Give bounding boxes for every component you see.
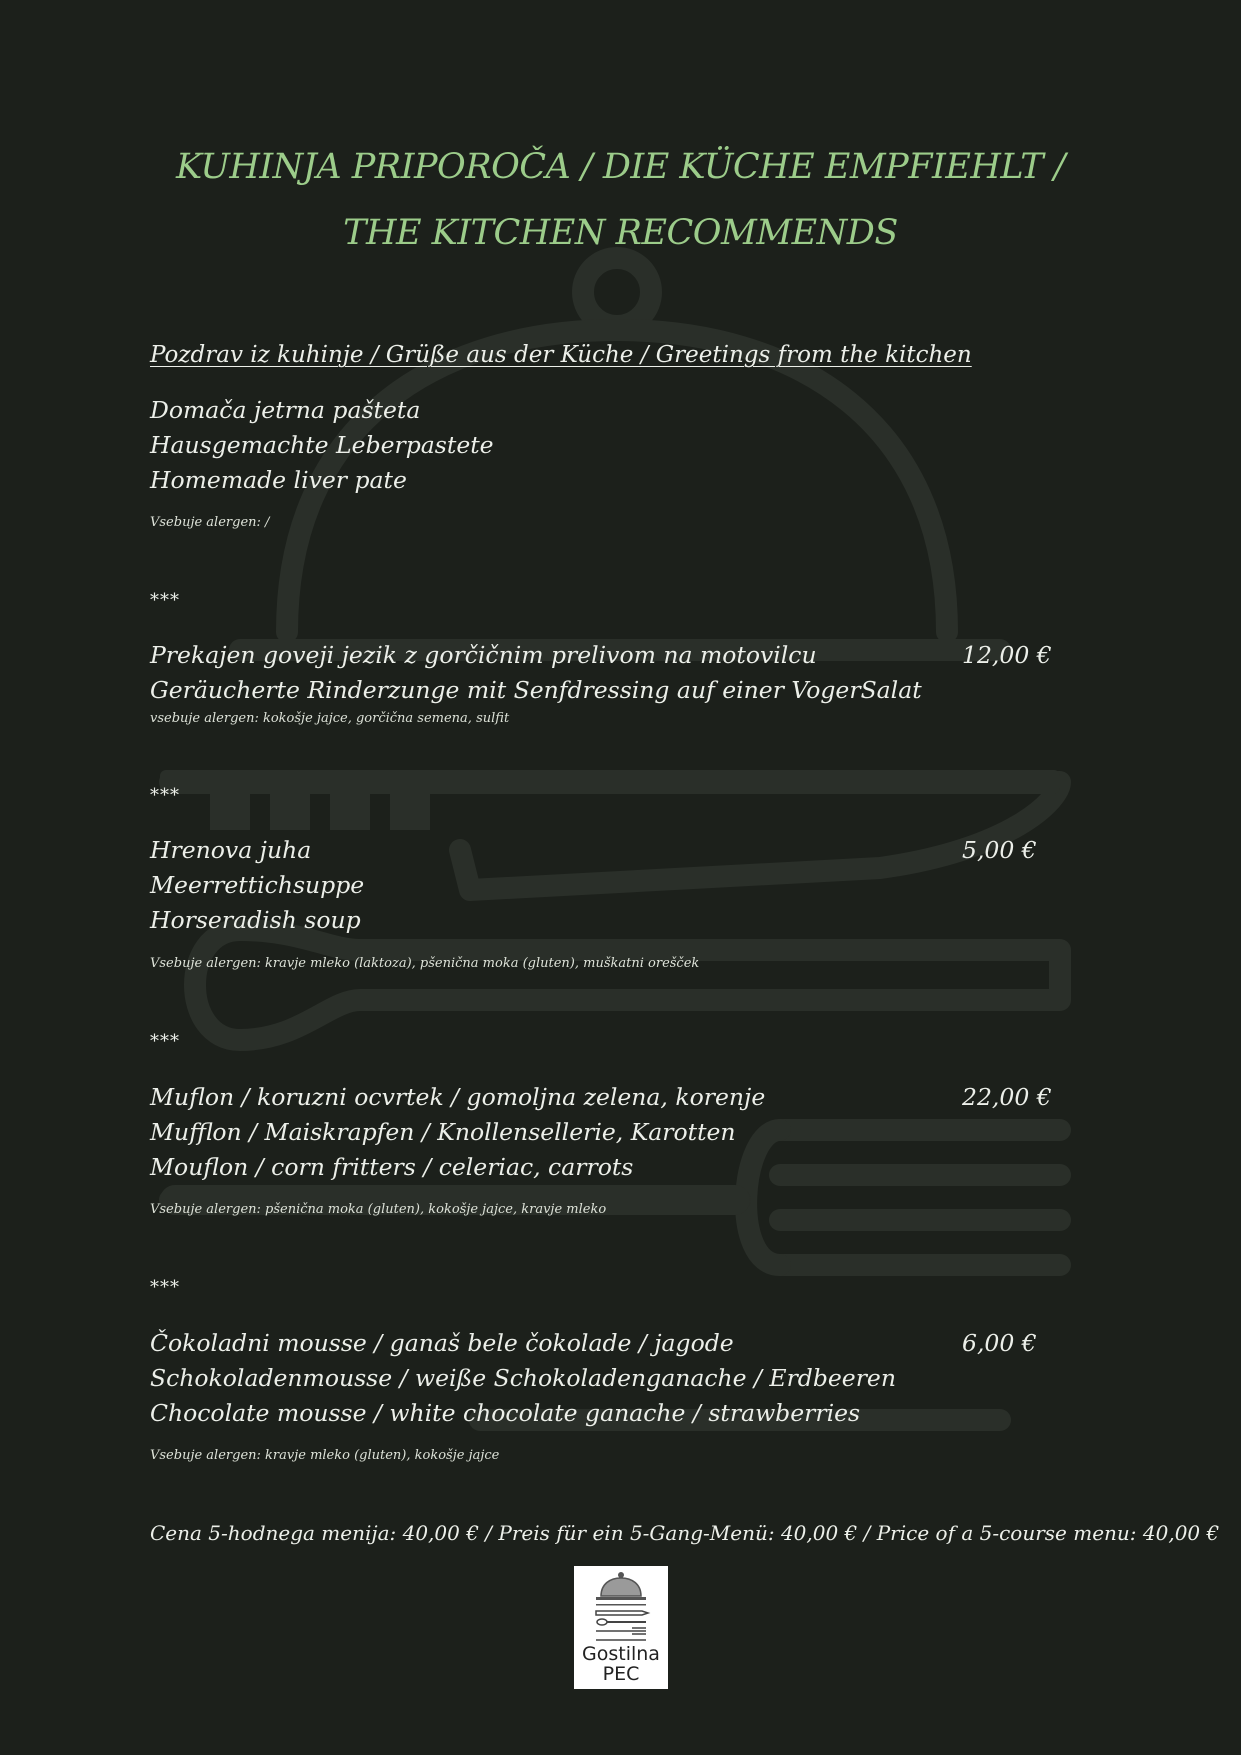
course-3-allergen: Vsebuje alergen: pšenična moka (gluten), kokošje jajce, kravje mleko (150, 1202, 607, 1217)
course-2-line: Horseradish soup (150, 906, 361, 934)
course-3-line: Mouflon / corn fritters / celeriac, carrots (150, 1153, 634, 1181)
course-2-allergen: Vsebuje alergen: kravje mleko (laktoza), pšenična moka (gluten), muškatni orešček (150, 956, 700, 971)
restaurant-logo (574, 1566, 668, 1689)
greeting-section (150, 342, 1110, 368)
course-1-allergen: vsebuje alergen: kokošje jajce, gorčična semena, sulfit (150, 711, 510, 726)
logo-name-line-1: Gostilna (582, 1643, 660, 1665)
course-separator: *** (150, 1277, 180, 1298)
course-2-line: Hrenova juha (150, 836, 312, 864)
course-1-line: Prekajen goveji jezik z gorčičnim prelivom na motovilcu (150, 641, 817, 669)
cloche-cutlery-icon (574, 1566, 668, 1644)
course-4-line: Čokoladni mousse / ganaš bele čokolade / jagode (150, 1329, 734, 1357)
page-title-line-2: THE KITCHEN RECOMMENDS (343, 213, 898, 253)
greeting-dish-line: Domača jetrna pašteta (150, 396, 421, 424)
course-4-line: Chocolate mousse / white chocolate ganache / strawberries (150, 1399, 861, 1427)
course-2-price: 5,00 € (962, 836, 1037, 864)
course-2-line: Meerrettichsuppe (150, 871, 365, 899)
course-3-line: Mufflon / Maiskrapfen / Knollensellerie, Karotten (150, 1118, 736, 1146)
greeting-dish-line: Homemade liver pate (150, 466, 407, 494)
page-title-line-1: KUHINJA PRIPOROČA / DIE KÜCHE EMPFIEHLT / (175, 147, 1066, 187)
greeting-dish-line: Hausgemachte Leberpastete (150, 431, 494, 459)
greeting-heading: Pozdrav iz kuhinje / Grüße aus der Küche / Greetings from the kitchen (150, 342, 972, 368)
five-course-menu-price: Cena 5-hodnega menija: 40,00 € / Preis für ein 5-Gang-Menü: 40,00 € / Price of a 5-course menu: 40,00 € (150, 1521, 1220, 1545)
logo-name-line-2: PEC (602, 1663, 640, 1685)
course-3-price: 22,00 € (962, 1083, 1052, 1111)
course-separator: *** (150, 785, 180, 806)
course-3-line: Muflon / koruzni ocvrtek / gomoljna zelena, korenje (150, 1083, 766, 1111)
course-separator: *** (150, 1031, 180, 1052)
greeting-dish (150, 393, 1110, 498)
course-1-price: 12,00 € (962, 641, 1052, 669)
greeting-allergen: Vsebuje alergen: / (150, 515, 270, 530)
course-4-line: Schokoladenmousse / weiße Schokoladenganache / Erdbeeren (150, 1364, 896, 1392)
course-1-line: Geräucherte Rinderzunge mit Senfdressing auf einer VogerSalat (150, 676, 922, 704)
course-4-allergen: Vsebuje alergen: kravje mleko (gluten), kokošje jajce (150, 1448, 500, 1463)
course-4-price: 6,00 € (962, 1329, 1037, 1357)
course-separator: *** (150, 590, 180, 611)
